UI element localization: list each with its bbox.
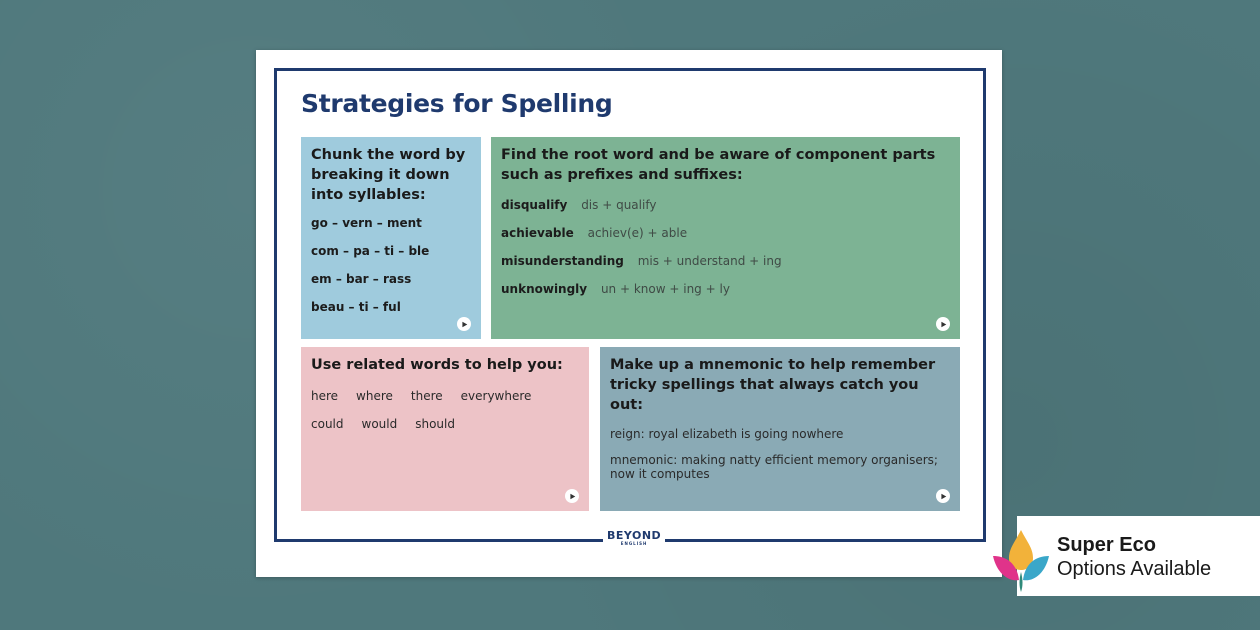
mnemonic-line: mnemonic: making natty efficient memory organisers; now it computes bbox=[610, 453, 938, 481]
related-heading: Use related words to help you: bbox=[311, 357, 563, 373]
root-parts: un + know + ing + ly bbox=[600, 282, 730, 296]
root-row bbox=[501, 253, 950, 269]
play-icon[interactable] bbox=[565, 489, 579, 503]
root-heading: Find the root word and be aware of component parts such as prefixes and suffixes: bbox=[501, 147, 936, 183]
root-parts: mis + understand + ing bbox=[637, 254, 782, 268]
root-word: unknowingly bbox=[501, 282, 588, 296]
root-parts: achiev(e) + able bbox=[587, 226, 688, 240]
brand-logo bbox=[603, 530, 665, 546]
mnemonic-line: reign: royal elizabeth is going nowhere bbox=[610, 427, 844, 441]
related-word: there bbox=[410, 389, 443, 403]
related-word: should bbox=[415, 417, 455, 431]
poster-sheet bbox=[256, 50, 1002, 577]
related-word: everywhere bbox=[460, 389, 532, 403]
syllable-item: em – bar – rass bbox=[311, 272, 412, 286]
related-word: would bbox=[361, 417, 398, 431]
logo-subtext: ENGLISH bbox=[620, 541, 648, 546]
root-parts: dis + qualify bbox=[581, 198, 657, 212]
syllable-item: go – vern – ment bbox=[311, 216, 422, 230]
mnemonic-panel bbox=[600, 347, 960, 511]
play-icon[interactable] bbox=[936, 489, 950, 503]
logo-text: BEYOND bbox=[607, 529, 662, 542]
related-row bbox=[311, 417, 579, 431]
root-word: misunderstanding bbox=[501, 254, 624, 268]
related-word: could bbox=[311, 417, 344, 431]
related-word: where bbox=[356, 389, 393, 403]
mnemonic-heading: Make up a mnemonic to help remember tricky spellings that always catch you out: bbox=[610, 357, 936, 413]
root-word: disqualify bbox=[501, 198, 568, 212]
root-row bbox=[501, 225, 950, 241]
root-row bbox=[501, 197, 950, 213]
root-word: achievable bbox=[501, 226, 574, 240]
related-words-panel bbox=[301, 347, 589, 511]
eco-drop-icon bbox=[989, 526, 1053, 596]
chunk-panel bbox=[301, 137, 481, 339]
chunk-heading: Chunk the word by breaking it down into syllables: bbox=[311, 147, 466, 203]
syllable-item: com – pa – ti – ble bbox=[311, 244, 430, 258]
root-word-panel bbox=[491, 137, 960, 339]
related-word: here bbox=[311, 389, 339, 403]
page-title: Strategies for Spelling bbox=[301, 89, 613, 118]
eco-title: Super Eco bbox=[1057, 534, 1156, 556]
root-row bbox=[501, 281, 950, 297]
syllable-item: beau – ti – ful bbox=[311, 300, 401, 314]
poster-frame bbox=[274, 68, 986, 542]
play-icon[interactable] bbox=[936, 317, 950, 331]
related-row bbox=[311, 389, 579, 403]
eco-subtitle: Options Available bbox=[1057, 558, 1212, 580]
play-icon[interactable] bbox=[457, 317, 471, 331]
eco-badge[interactable] bbox=[1017, 516, 1260, 596]
